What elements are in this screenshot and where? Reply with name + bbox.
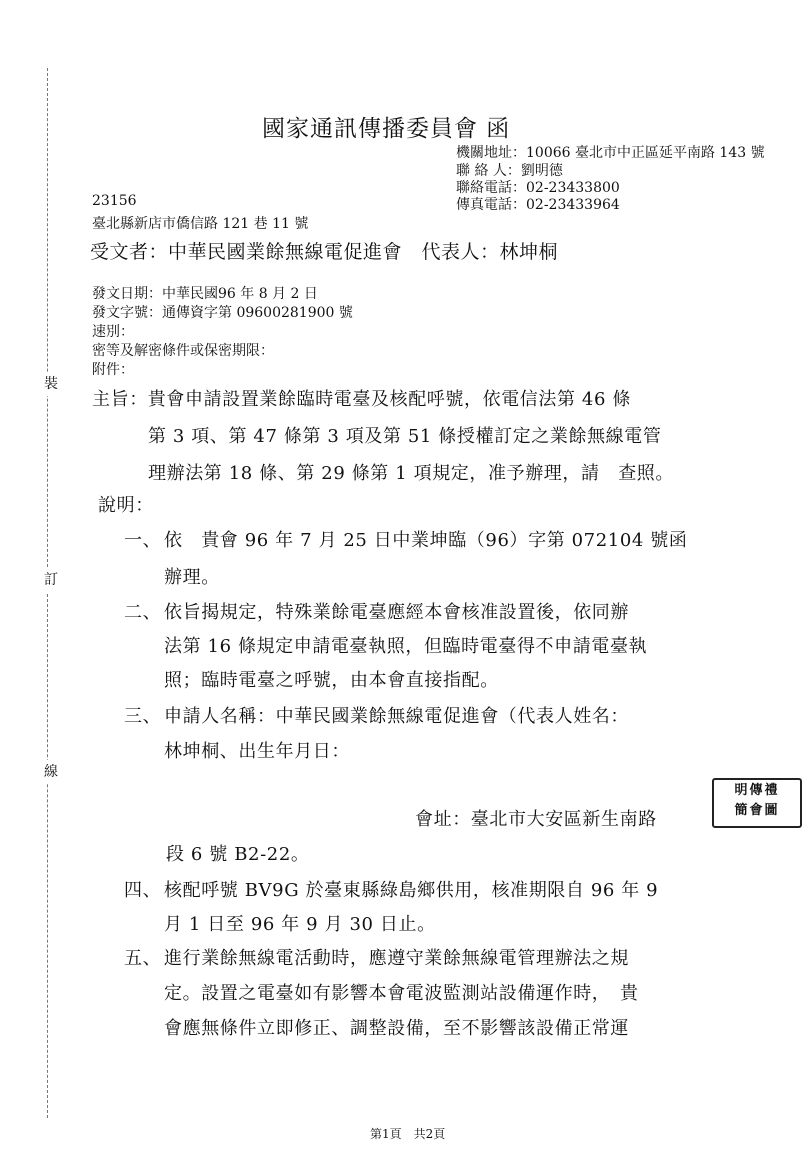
item-1-line-2: 辦理。	[164, 567, 220, 588]
item-number: 四、	[124, 880, 162, 901]
secrecy: 密等及解密條件或保密期限：	[92, 343, 274, 359]
binding-mark-xian: 線	[44, 760, 58, 784]
applicant-address: 會址：臺北市大安區新生南路	[415, 809, 657, 830]
item-number: 三、	[124, 706, 162, 727]
item-number: 五、	[124, 948, 162, 969]
item-5-line-3: 會應無條件立即修正、調整設備，至不影響該設備正常運	[164, 1018, 629, 1039]
item-3-line-2: 林坤桐、出生年月日：	[164, 741, 350, 762]
binding-mark-zhuang: 裝	[44, 372, 58, 396]
postal-code: 23156	[92, 193, 137, 209]
subject-line-1: 主旨：貴會申請設置業餘臨時電臺及核配呼號，依電信法第 46 條	[92, 389, 631, 410]
seal-stamp: 明傳禮 簡會圖	[712, 778, 802, 828]
item-number: 一、	[124, 530, 162, 551]
binding-mark-ding: 訂	[44, 568, 58, 592]
item-4-line-1: 核配呼號 BV9G 於臺東縣綠島鄉供用，核准期限自 96 年 9	[164, 880, 659, 901]
agency-fax: 傳真電話：02-23433964	[456, 197, 620, 213]
subject-line-2: 第 3 項、第 47 條第 3 項及第 51 條授權訂定之業餘無線電管	[148, 426, 662, 447]
attachment: 附件：	[92, 362, 134, 378]
item-5-line-1: 進行業餘無線電活動時，應遵守業餘無線電管理辦法之規	[164, 948, 629, 969]
explanation-label: 說明：	[98, 495, 154, 516]
page-footer: 第1頁 共2頁	[370, 1127, 446, 1141]
agency-contact: 聯 絡 人：劉明德	[456, 163, 563, 179]
item-4-line-2: 月 1 日至 96 年 9 月 30 日止。	[164, 914, 436, 935]
issue-date: 發文日期：中華民國96 年 8 月 2 日	[92, 286, 318, 302]
item-3-line-1: 申請人名稱：中華民國業餘無線電促進會（代表人姓名：	[164, 706, 629, 727]
agency-address: 機關地址：10066 臺北市中正區延平南路 143 號	[456, 145, 765, 161]
recipient-line: 受文者：中華民國業餘無線電促進會 代表人：林坤桐	[90, 241, 559, 263]
subject-line-3: 理辦法第 18 條、第 29 條第 1 項規定，准予辦理，請 查照。	[148, 463, 674, 484]
item-2-line-2: 法第 16 條規定申請電臺執照，但臨時電臺得不申請電臺執	[164, 636, 648, 657]
agency-phone: 聯絡電話：02-23433800	[456, 180, 620, 196]
document-title: 國家通訊傳播委員會 函	[262, 116, 511, 142]
binding-line	[47, 68, 48, 1118]
item-number: 二、	[124, 602, 162, 623]
issue-number: 發文字號：通傳資字第 09600281900 號	[92, 305, 353, 321]
item-5-line-2: 定。設置之電臺如有影響本會電波監測站設備運作時， 貴	[164, 983, 639, 1004]
item-2-line-3: 照；臨時電臺之呼號，由本會直接指配。	[164, 670, 499, 691]
urgency: 速別：	[92, 324, 134, 340]
recipient-address: 臺北縣新店市僑信路 121 巷 11 號	[92, 216, 309, 232]
applicant-address-cont: 段 6 號 B2-22。	[166, 844, 310, 865]
item-2-line-1: 依旨揭規定，特殊業餘電臺應經本會核准設置後，依同辦	[164, 602, 629, 623]
item-1-line-1: 依 貴會 96 年 7 月 25 日中業坤臨（96）字第 072104 號函	[164, 530, 688, 551]
